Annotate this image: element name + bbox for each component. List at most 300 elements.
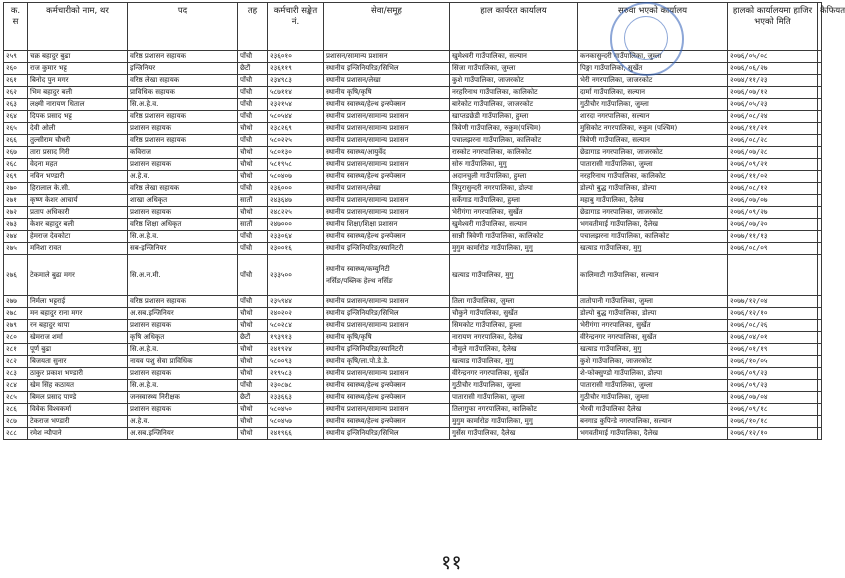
row-service: स्थानीय प्रशासन/सामान्य प्रशासन — [324, 207, 450, 219]
row-remark — [818, 63, 822, 75]
row-service — [324, 255, 450, 296]
row-present-date: २०७६/०७/२० — [728, 219, 818, 231]
row-name: रन बहादुर थापा — [28, 320, 128, 332]
table-row — [4, 87, 822, 99]
row-post: जनस्वास्थ्य निरीक्षक — [128, 392, 238, 404]
row-post: सि.अ.हे.व. — [128, 380, 238, 392]
row-sn: २६३ — [4, 99, 28, 111]
row-sanket: २३५९४४ — [268, 296, 324, 308]
row-remark — [818, 135, 822, 147]
row-transfer-office: डोल्पो बुद्ध गाउँपालिका, डोल्पा — [578, 308, 728, 320]
row-transfer-office: छेडागाड नगरपालिका, जाजरकोट — [578, 147, 728, 159]
row-remark — [818, 296, 822, 308]
row-remark — [818, 416, 822, 428]
row-post: शाखा अधिकृत — [128, 195, 238, 207]
row-name: वेदना महत — [28, 159, 128, 171]
table-row — [4, 195, 822, 207]
row-present-date: २०७६/०८/२४ — [728, 111, 818, 123]
row-present-date: २०७६/०७/०७ — [728, 195, 818, 207]
row-sanket: २३३५०० — [268, 255, 324, 296]
row-present-date: २०७६/०८/२६ — [728, 320, 818, 332]
row-level: पाँचौ — [238, 243, 268, 255]
row-sn: २८० — [4, 332, 28, 344]
row-post: अ.सब.इन्जिनियर — [128, 308, 238, 320]
row-name: देवी ओली — [28, 123, 128, 135]
row-sanket: ५८०२२५ — [268, 135, 324, 147]
row-sn: २७४ — [4, 231, 28, 243]
row-level: चौथो — [238, 159, 268, 171]
table-row — [4, 416, 822, 428]
row-transfer-office: महाबु गाउँपालिका, दैलेख — [578, 195, 728, 207]
row-name: प्रताप अधिकारी — [28, 207, 128, 219]
row-service: स्थानीय स्वास्थ्य/हेल्थ इन्स्पेक्सन — [324, 416, 450, 428]
row-service: स्थानीय प्रशासन/सामान्य प्रशासन — [324, 135, 450, 147]
row-present-date: २०७६/१०/०५ — [728, 356, 818, 368]
row-level: पाँचौ — [238, 296, 268, 308]
table-row — [4, 219, 822, 231]
row-sn: २५९ — [4, 51, 28, 63]
row-post: प्राविधिक सहायक — [128, 87, 238, 99]
row-sanket: २३०८७८ — [268, 380, 324, 392]
row-current-office: मुगुम कार्मारोङ गाउँपालिका, मुगु — [450, 243, 578, 255]
row-transfer-office: छेडागाड नगरपालिका, जाजरकोट — [578, 207, 728, 219]
row-sanket: २३४९८३ — [268, 75, 324, 87]
row-transfer-office: पचालझरना गाउँपालिका, कालिकोट — [578, 231, 728, 243]
row-remark — [818, 123, 822, 135]
row-remark — [818, 255, 822, 296]
row-present-date: २०७६/०१/१९ — [728, 344, 818, 356]
row-sanket: २३००१६ — [268, 243, 324, 255]
row-level: सातौं — [238, 219, 268, 231]
office-seal-icon — [610, 2, 684, 76]
row-remark — [818, 344, 822, 356]
row-level: छैटौं — [238, 332, 268, 344]
header-remarks: कैफियत — [818, 3, 822, 51]
row-transfer-office: दार्मा गाउँपालिका, सल्यान — [578, 87, 728, 99]
row-remark — [818, 207, 822, 219]
table-row — [4, 380, 822, 392]
row-remark — [818, 195, 822, 207]
row-remark — [818, 147, 822, 159]
row-remark — [818, 404, 822, 416]
row-current-office: बारेकोट गाउँपालिका, जाजरकोट — [450, 99, 578, 111]
row-level: चौथो — [238, 368, 268, 380]
row-sn: २७७ — [4, 296, 28, 308]
row-sn: २६२ — [4, 87, 28, 99]
row-post: इन्जिनियर — [128, 63, 238, 75]
row-post: प्रशासन सहायक — [128, 207, 238, 219]
row-remark — [818, 332, 822, 344]
row-sn: २६५ — [4, 123, 28, 135]
table-row — [4, 332, 822, 344]
table-row — [4, 123, 822, 135]
row-name: मन बहादुर राना मगर — [28, 308, 128, 320]
row-service: स्थानीय कृषि/ला.पो.डे.डे. — [324, 356, 450, 368]
row-transfer-office: भेरीगंगा नगरपालिका, सुर्खेत — [578, 320, 728, 332]
row-level: चौथो — [238, 320, 268, 332]
row-service: स्थानीय शिक्षा/शिक्षा प्रशासन — [324, 219, 450, 231]
page-number: ११ — [441, 550, 462, 574]
row-present-date: २०७६/०९/१८ — [728, 404, 818, 416]
header-service: सेवा/समूह — [324, 3, 450, 51]
row-transfer-office: गुठीचौर गाउँपालिका, जुम्ला — [578, 99, 728, 111]
row-current-office: नौमुले गाउँपालिका, दैलेख — [450, 344, 578, 356]
row-service: स्थानीय प्रशासन/लेखा — [324, 75, 450, 87]
row-present-date: २०७६/१०/१८ — [728, 416, 818, 428]
row-sn: २८७ — [4, 416, 28, 428]
row-transfer-office: तातोपानी गाउँपालिका, जुम्ला — [578, 296, 728, 308]
table-row — [4, 320, 822, 332]
row-post: प्रशासन सहायक — [128, 404, 238, 416]
row-current-office: पातारासी गाउँपालिका, जुम्ला — [450, 392, 578, 404]
table-row — [4, 296, 822, 308]
row-name: नविन भण्डारी — [28, 171, 128, 183]
row-name: विवेक विश्वकर्मा — [28, 404, 128, 416]
header-post: पद — [128, 3, 238, 51]
row-service: स्थानीय प्रशासन/सामान्य प्रशासन — [324, 404, 450, 416]
row-service: स्थानीय स्वास्थ्य/हेल्थ इन्स्पेक्सन — [324, 380, 450, 392]
row-post: वरिष्ठ लेखा सहायक — [128, 75, 238, 87]
table-row — [4, 51, 822, 63]
row-post: नायव पशु सेवा प्राविधिक — [128, 356, 238, 368]
row-post: सब-इन्जिनियर — [128, 243, 238, 255]
row-post: अ.हे.व. — [128, 171, 238, 183]
row-service: स्थानीय प्रशासन/सामान्य प्रशासन — [324, 320, 450, 332]
transfer-table — [3, 2, 845, 440]
row-remark — [818, 392, 822, 404]
row-post: प्रशासन सहायक — [128, 123, 238, 135]
row-level: चौथो — [238, 404, 268, 416]
row-name: तारा प्रसाद गिरी — [28, 147, 128, 159]
row-transfer-office: खत्याड गाउँपालिका, मुगु — [578, 243, 728, 255]
row-present-date: २०७६/१२/१० — [728, 308, 818, 320]
row-level: पाँचौ — [238, 135, 268, 147]
row-transfer-office: भेरी नगरपालिका, जाजरकोट — [578, 75, 728, 87]
row-level: छैटौं — [238, 392, 268, 404]
row-remark — [818, 159, 822, 171]
row-present-date: २०७६/११/०२ — [728, 171, 818, 183]
row-name: रमेश न्यौपाने — [28, 428, 128, 440]
row-current-office: नरहरिनाथ गाउँपालिका, कालिकोट — [450, 87, 578, 99]
row-current-office: अदानचुली गाउँपालिका, हुम्ला — [450, 171, 578, 183]
row-current-office: तिलागुफा नगरपालिका, कालिकोट — [450, 404, 578, 416]
header-sanket: कर्मचारी सङ्केत नं. — [268, 3, 324, 51]
row-sn: २६४ — [4, 111, 28, 123]
row-post: सि.अ.न.मी. — [128, 255, 238, 296]
row-name: मनिशा रावत — [28, 243, 128, 255]
row-current-office: भेरीगंगा नगरपालिका, सुर्खेत — [450, 207, 578, 219]
row-remark — [818, 428, 822, 440]
row-service: स्थानीय प्रशासन/लेखा — [324, 183, 450, 195]
row-present-date: २०७७/१२/०४ — [728, 296, 818, 308]
row-name: बिनोद पुन मगर — [28, 75, 128, 87]
row-sanket: २३२१५४ — [268, 99, 324, 111]
row-sn: २७१ — [4, 195, 28, 207]
row-service: प्रशासन/सामान्य प्रशासन — [324, 51, 450, 63]
row-post: वरिष्ठ प्रशासन सहायक — [128, 51, 238, 63]
table-row — [4, 243, 822, 255]
row-name: खेमराज शर्मा — [28, 332, 128, 344]
row-current-office: सोरु गाउँपालिका, मुगु — [450, 159, 578, 171]
table-row — [4, 428, 822, 440]
row-post: वरिष्ठ प्रशासन सहायक — [128, 135, 238, 147]
table-row — [4, 183, 822, 195]
row-sanket: ५८०४५० — [268, 404, 324, 416]
row-name: तुल्सीराम चौधरी — [28, 135, 128, 147]
row-service: स्थानीय इन्जिनियरिङ/सिभिल — [324, 428, 450, 440]
row-post: अ.हे.व. — [128, 416, 238, 428]
row-remark — [818, 87, 822, 99]
row-present-date: २०७६/०९/२१ — [728, 159, 818, 171]
row-name: लक्ष्मी नारायण धिताल — [28, 99, 128, 111]
table-row — [4, 135, 822, 147]
row-level: चौथो — [238, 171, 268, 183]
row-post: अ.सब.इन्जिनियर — [128, 428, 238, 440]
row-remark — [818, 308, 822, 320]
row-present-date: २०७४/११/२३ — [728, 75, 818, 87]
table-row — [4, 63, 822, 75]
row-current-office: खुमेश्वरी गाउँपालिका, सल्यान — [450, 219, 578, 231]
row-service: स्थानीय स्वास्थ्य/हेल्थ इन्स्पेक्सन — [324, 392, 450, 404]
row-present-date: २०७६/०९/२३ — [728, 380, 818, 392]
row-sn: २८१ — [4, 344, 28, 356]
row-sanket: २४८२२५ — [268, 207, 324, 219]
row-level: चौथो — [238, 344, 268, 356]
row-current-office: पचालझरना गाउँपालिका, कालिकोट — [450, 135, 578, 147]
row-post: वरिष्ठ शिक्षा अधिकृत — [128, 219, 238, 231]
row-current-office: गुर्सेस गाउँपालिका, दैलेख — [450, 428, 578, 440]
header-current-office: हाल कार्यरत कार्यालय — [450, 3, 578, 51]
table-row — [4, 159, 822, 171]
row-present-date: २०७६/०७/०४ — [728, 392, 818, 404]
row-sn: २६८ — [4, 159, 28, 171]
row-sanket: २४७००० — [268, 219, 324, 231]
row-current-office: सिंजा गाउँपालिका, जुम्ला — [450, 63, 578, 75]
row-sn: २८४ — [4, 380, 28, 392]
row-current-office: त्रिवेणी गाउँपालिका, रुकुम(पश्चिम) — [450, 123, 578, 135]
row-sn: २८३ — [4, 368, 28, 380]
table-row — [4, 147, 822, 159]
row-sanket: ५८००९३ — [268, 356, 324, 368]
row-level: चौथो — [238, 123, 268, 135]
row-sanket: ५८०५४४ — [268, 111, 324, 123]
row-current-office: नारायण नगरपालिका, दैलेख — [450, 332, 578, 344]
row-remark — [818, 380, 822, 392]
row-level: चौथो — [238, 308, 268, 320]
row-post: कविराज — [128, 147, 238, 159]
table-row — [4, 368, 822, 380]
row-present-date: २०७६/०७/१२ — [728, 87, 818, 99]
row-name: चक्र बहादुर बुढा — [28, 51, 128, 63]
row-sn: २७३ — [4, 219, 28, 231]
row-sanket: २३८२६९ — [268, 123, 324, 135]
table-row — [4, 75, 822, 87]
transfer-list-sheet — [3, 2, 845, 574]
row-name: हेमराज देवकोटा — [28, 231, 128, 243]
row-transfer-office: त्रिवेणी गाउँपालिका, सल्यान — [578, 135, 728, 147]
row-transfer-office: कालिमाटी गाउँपालिका, सल्यान — [578, 255, 728, 296]
row-level: छैटौं — [238, 63, 268, 75]
row-transfer-office: शे-फोक्सुण्डो गाउँपालिका, डोल्पा — [578, 368, 728, 380]
row-current-office: सिमकोट गाउँपालिका, हुम्ला — [450, 320, 578, 332]
table-row — [4, 255, 822, 296]
row-service: स्थानीय कृषि/कृषि — [324, 332, 450, 344]
row-name: खेम सिंह कठायत — [28, 380, 128, 392]
row-remark — [818, 243, 822, 255]
row-level: पाँचौ — [238, 231, 268, 243]
row-current-office: चौकुने गाउँपालिका, सुर्खेत — [450, 308, 578, 320]
row-sn: २६० — [4, 63, 28, 75]
row-sanket: २४१९२४ — [268, 344, 324, 356]
row-level: पाँचौ — [238, 111, 268, 123]
row-sanket: २३३०६४ — [268, 231, 324, 243]
row-post: वरिष्ठ प्रशासन सहायक — [128, 296, 238, 308]
row-current-office: खत्याड गाउँपालिका, मुगु — [450, 356, 578, 368]
row-post: कृषि अधिकृत — [128, 332, 238, 344]
row-name: हिरालाल के.सी. — [28, 183, 128, 195]
row-remark — [818, 75, 822, 87]
row-level: चौथो — [238, 356, 268, 368]
row-level: पाँचौ — [238, 183, 268, 195]
header-level: तह — [238, 3, 268, 51]
row-name: टेकमाले बुढा मगर — [28, 255, 128, 296]
row-transfer-office: शारदा नगरपालिका, सल्यान — [578, 111, 728, 123]
row-sanket: ५८०१३० — [268, 147, 324, 159]
table-row — [4, 356, 822, 368]
row-service: स्थानीय इन्जिनियरिङ/स्यानिटरी — [324, 243, 450, 255]
row-service: स्थानीय प्रशासन/सामान्य प्रशासन — [324, 123, 450, 135]
row-level: चौथो — [238, 416, 268, 428]
row-transfer-office: नरहरिनाथ गाउँपालिका, कालिकोट — [578, 171, 728, 183]
row-sn: २७५ — [4, 243, 28, 255]
row-name: बिमल प्रसाद पाण्डे — [28, 392, 128, 404]
row-service: स्थानीय इन्जिनियरिङ/स्यानिटरी — [324, 344, 450, 356]
row-transfer-office: पातारासी गाउँपालिका, जुम्ला — [578, 380, 728, 392]
row-remark — [818, 356, 822, 368]
row-current-office: रास्कोट नगरपालिका, कालिकोट — [450, 147, 578, 159]
row-current-office: खाप्तडछेडी गाउँपालिका, हुम्ला — [450, 111, 578, 123]
row-post: सि.अ.हे.व. — [128, 231, 238, 243]
row-sanket: २४०२०२ — [268, 308, 324, 320]
header-present-date: हालको कार्यालयमा हाजिर भएको मिति — [728, 3, 818, 51]
table-row — [4, 392, 822, 404]
row-transfer-office: कनकासुन्दरी गाउँपालिका, जुम्ला — [578, 51, 728, 63]
row-sn: २६६ — [4, 135, 28, 147]
row-current-office: कुशे गाउँपालिका, जाजरकोट — [450, 75, 578, 87]
table-row — [4, 231, 822, 243]
row-transfer-office: पातारासी गाउँपालिका, जुम्ला — [578, 159, 728, 171]
row-transfer-office: भगवतीमाई गाउँपालिका, दैलेख — [578, 219, 728, 231]
row-current-office: वीरेन्द्रनगर नगरपालिका, सुर्खेत — [450, 368, 578, 380]
row-transfer-office: कुशे गाउँपालिका, जाजरकोट — [578, 356, 728, 368]
row-sn: २८२ — [4, 356, 28, 368]
row-current-office: खत्याड गाउँपालिका, मुगु — [450, 255, 578, 296]
row-service: स्थानीय प्रशासन/सामान्य प्रशासन — [324, 296, 450, 308]
row-present-date: २०७६/०७/२८ — [728, 147, 818, 159]
row-current-office: त्रिपुरासुन्दरी नगरपालिका, डोल्पा — [450, 183, 578, 195]
row-level: चौथो — [238, 428, 268, 440]
row-remark — [818, 368, 822, 380]
header-name: कर्मचारीको नाम, थर — [28, 3, 128, 51]
row-sanket: ५८०४०७ — [268, 171, 324, 183]
row-level: पाँचौ — [238, 380, 268, 392]
row-service-line: नर्सिङ/पब्लिक हेल्थ नर्सिङ — [326, 277, 393, 285]
row-present-date: २०७६/०५/२३ — [728, 99, 818, 111]
row-service: स्थानीय प्रशासन/सामान्य प्रशासन — [324, 159, 450, 171]
row-transfer-office: पिङ्गा गाउँपालिका, सुर्खेत — [578, 63, 728, 75]
row-name: पूर्ण बुढा — [28, 344, 128, 356]
row-present-date: २०७६/०८/१२ — [728, 183, 818, 195]
row-sanket: २१९५८३ — [268, 368, 324, 380]
row-name: ठाकुर प्रकाश भण्डारी — [28, 368, 128, 380]
row-service: स्थानीय स्वास्थ्य/हेल्थ इन्स्पेक्सन — [324, 171, 450, 183]
row-present-date: २०७६/०५/०८ — [728, 51, 818, 63]
row-sn: २७० — [4, 183, 28, 195]
row-remark — [818, 231, 822, 243]
row-sanket: २३६०१० — [268, 51, 324, 63]
row-service: स्थानीय स्वास्थ्य/हेल्थ इन्स्पेक्सन — [324, 231, 450, 243]
header-transfer-office: सरुवा भएको कार्यालय — [578, 3, 728, 51]
table-row — [4, 111, 822, 123]
row-post: प्रशासन सहायक — [128, 368, 238, 380]
row-remark — [818, 111, 822, 123]
header-row — [4, 3, 822, 51]
row-sanket: १९३९१३ — [268, 332, 324, 344]
row-transfer-office: बनगाड कुपिन्डे नगरपालिका, सल्यान — [578, 416, 728, 428]
row-post: प्रशासन सहायक — [128, 159, 238, 171]
table-row — [4, 404, 822, 416]
row-sanket: २४३६४७ — [268, 195, 324, 207]
row-service: स्थानीय इन्जिनियरिङ/सिभिल — [324, 308, 450, 320]
row-sanket: ५८०४५७ — [268, 416, 324, 428]
row-remark — [818, 183, 822, 195]
row-remark — [818, 51, 822, 63]
row-transfer-office: भैरवी गाउँपालिका दैलेख — [578, 404, 728, 416]
row-post: सि.अ.हे.व. — [128, 344, 238, 356]
row-level: चौथो — [238, 207, 268, 219]
row-sanket: २३६११९ — [268, 63, 324, 75]
row-transfer-office: भगवतीमाई गाउँपालिका, दैलेख — [578, 428, 728, 440]
row-service: स्थानीय प्रशासन/सामान्य प्रशासन — [324, 195, 450, 207]
row-current-office: मुगुम कार्मारोङ गाउँपालिका, मुगु — [450, 416, 578, 428]
row-sanket: २३३६६३ — [268, 392, 324, 404]
row-present-date: २०७६/१२/१० — [728, 428, 818, 440]
row-remark — [818, 320, 822, 332]
row-transfer-office: गुठीचौर गाउँपालिका, जुम्ला — [578, 392, 728, 404]
row-service-line: स्थानीय स्वास्थ्य/कम्युनिटी — [326, 265, 390, 273]
row-present-date: २०७७/११/१३ — [728, 231, 818, 243]
row-name: कृष्ण केशर आचार्य — [28, 195, 128, 207]
row-name: भिम बहादुर बली — [28, 87, 128, 99]
row-post: प्रशासन सहायक — [128, 320, 238, 332]
row-present-date: २०७६/०८/२८ — [728, 135, 818, 147]
row-level: पाँचौ — [238, 51, 268, 63]
header-sn: क. स — [4, 3, 28, 51]
row-present-date — [728, 255, 818, 296]
row-level: पाँचौ — [238, 99, 268, 111]
row-transfer-office: वीरेन्द्रनगर नगरपालिका, सुर्खेत — [578, 332, 728, 344]
row-remark — [818, 171, 822, 183]
row-service: स्थानीय इन्जिनियरिङ/सिभिल — [324, 63, 450, 75]
row-current-office: तिला गाउँपालिका, जुम्ला — [450, 296, 578, 308]
row-sn: २६७ — [4, 147, 28, 159]
row-level: सातौं — [238, 195, 268, 207]
row-remark — [818, 99, 822, 111]
table-row — [4, 171, 822, 183]
row-current-office: सर्केगाड गाउँपालिका, हुम्ला — [450, 195, 578, 207]
row-present-date: २०७६/०८/०९ — [728, 243, 818, 255]
row-sanket: ५८०२८४ — [268, 320, 324, 332]
